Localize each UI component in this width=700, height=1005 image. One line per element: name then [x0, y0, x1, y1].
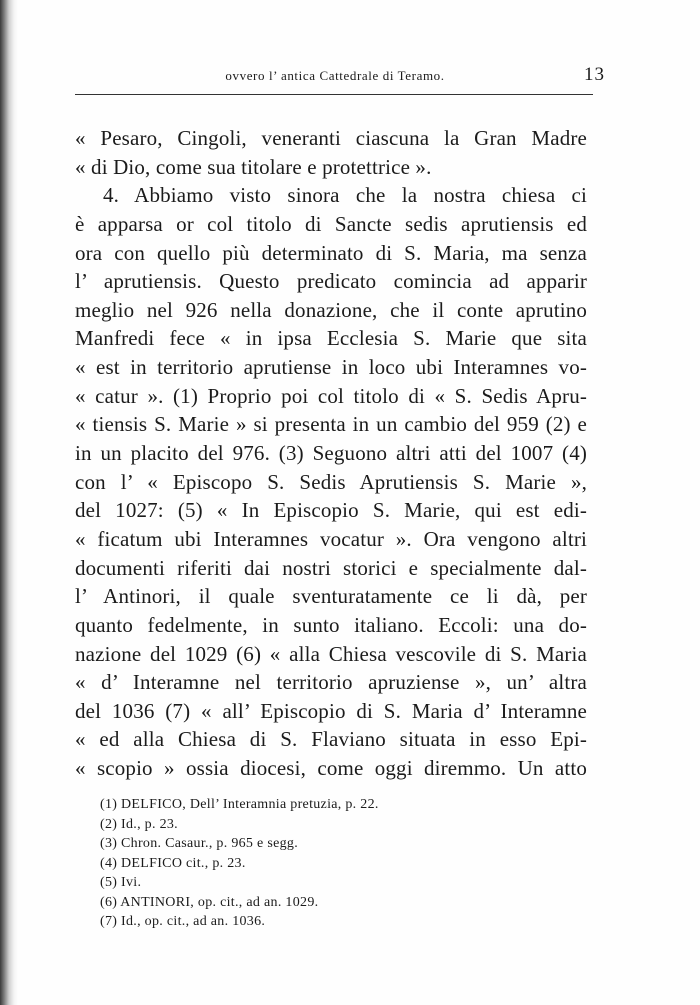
body-line: con l’ « Episcopo S. Sedis Aprutiensis S. Marie », — [75, 469, 587, 494]
body-line: meglio nel 926 nella donazione, che il conte aprutino — [75, 297, 587, 322]
body-line: « est in territorio aprutiense in loco ubi Interamnes vo- — [75, 355, 587, 380]
body-line: l’ Antinori, il quale sventuratamente ce li dà, per — [75, 584, 587, 609]
body-line: « tiensis S. Marie » si presenta in un cambio del 959 (2) e — [75, 412, 587, 437]
body-line: « ficatum ubi Interamnes vocatur ». Ora vengono altri — [75, 526, 587, 551]
body-line: l’ aprutiensis. Questo predicato comincia ad apparir — [75, 269, 587, 294]
body-line: « Pesaro, Cingoli, veneranti ciascuna la Gran Madre — [75, 126, 587, 150]
body-line: Manfredi fece « in ipsa Ecclesia S. Marie que sita — [75, 326, 587, 351]
header-rule — [75, 94, 593, 95]
page-number: 13 — [584, 64, 605, 85]
body-line: « scopio » ossia diocesi, come oggi diremmo. Un atto — [75, 756, 587, 781]
footnote: (6) ANTINORI, op. cit., ad an. 1029. — [100, 894, 319, 910]
scan-binding-shadow — [0, 0, 18, 1005]
body-line: in un placito del 976. (3) Seguono altri atti del 1007 (4) — [75, 441, 587, 466]
running-title: ovvero l’ antica Cattedrale di Teramo. — [225, 68, 445, 83]
body-line: 4. Abbiamo visto sinora che la nostra chiesa ci — [103, 183, 587, 208]
body-line: documenti riferiti dai nostri storici e specialmente dal- — [75, 555, 587, 580]
footnotes — [100, 795, 520, 932]
footnote: (7) Id., op. cit., ad an. 1036. — [100, 914, 266, 929]
body-line: « di Dio, come sua titolare e protettrice ». — [75, 154, 432, 179]
body-line: del 1036 (7) « all’ Episcopio di S. Maria d’ Interamne — [75, 698, 587, 723]
page-header — [75, 64, 605, 88]
body-line: ora con quello più determinato di S. Maria, ma senza — [75, 240, 587, 265]
footnote: (4) DELFICO cit., p. 23. — [100, 855, 246, 871]
footnote: (3) Chron. Casaur., p. 965 e segg. — [100, 836, 299, 851]
body-line: è apparsa or col titolo di Sancte sedis aprutiensis ed — [75, 211, 587, 236]
body-line: del 1027: (5) « In Episcopio S. Marie, qui est edi- — [75, 498, 587, 523]
body-text — [75, 124, 587, 783]
footnote: (1) DELFICO, Dell’ Interamnia pretuzia, p. 22. — [100, 797, 379, 812]
footnote: (5) Ivi. — [100, 875, 142, 890]
body-line: quanto fedelmente, in sunto italiano. Eccoli: una do- — [75, 612, 587, 637]
body-line: « ed alla Chiesa di S. Flaviano situata in esso Epi- — [75, 727, 587, 752]
body-line: « d’ Interamne nel territorio apruziense », un’ altra — [75, 670, 587, 695]
body-line: nazione del 1029 (6) « alla Chiesa vescovile di S. Maria — [75, 641, 587, 666]
footnote: (2) Id., p. 23. — [100, 816, 178, 832]
body-line: « catur ». (1) Proprio poi col titolo di « S. Sedis Apru- — [75, 383, 587, 408]
